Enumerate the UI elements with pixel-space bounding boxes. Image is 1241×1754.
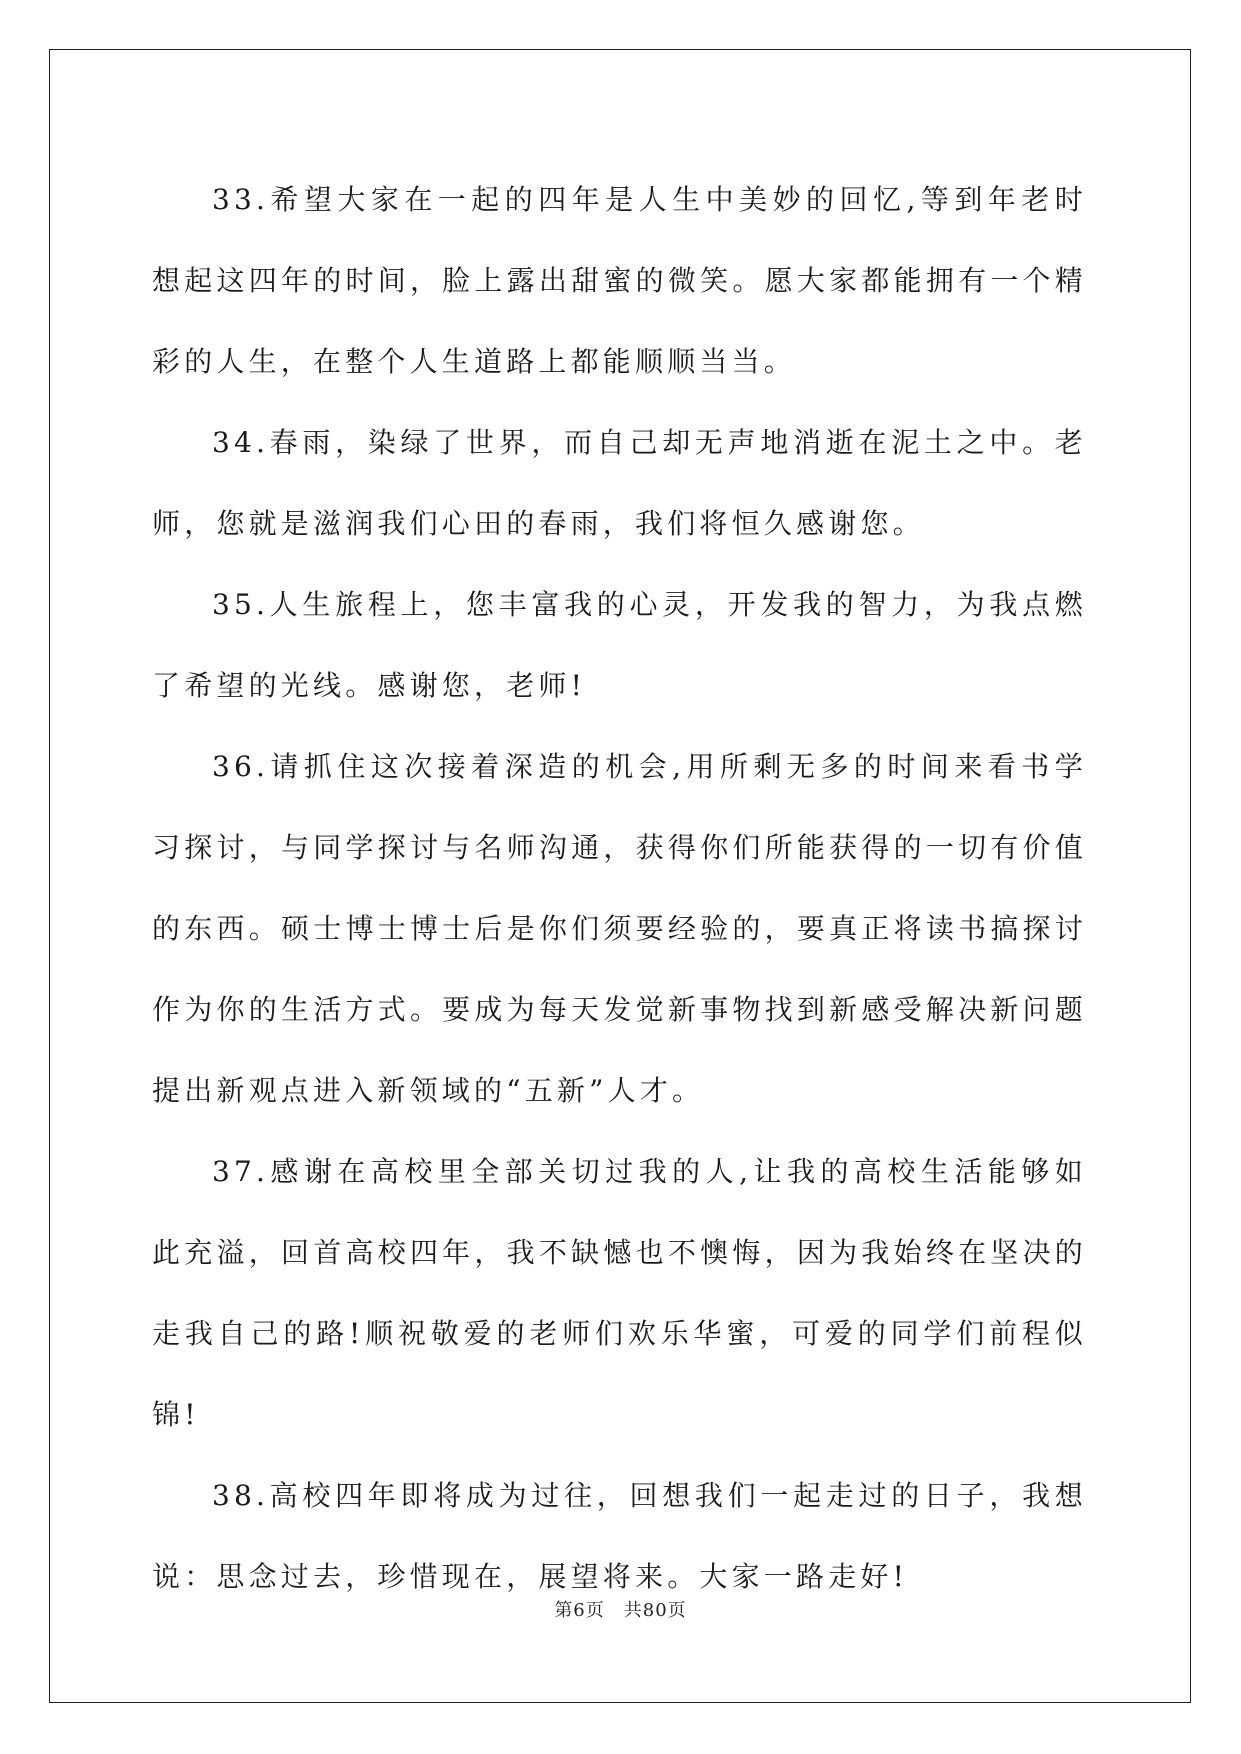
paragraph-35: 35.人生旅程上，您丰富我的心灵，开发我的智力，为我点燃了希望的光线。感谢您，老师! [152,588,1087,702]
paragraph-37: 37.感谢在高校里全部关切过我的人,让我的高校生活能够如此充溢，回首高校四年，我不缺憾也不懊悔，因为我始终在坚决的走我自己的路!顺祝敬爱的老师们欢乐华蜜，可爱的同学们前程似锦! [152,1155,1087,1431]
paragraph-38: 38.高校四年即将成为过往，回想我们一起走过的日子，我想说：思念过去，珍惜现在，展望将来。大家一路走好! [152,1479,1087,1593]
paragraph-33: 33.希望大家在一起的四年是人生中美妙的回忆,等到年老时想起这四年的时间，脸上露出甜蜜的微笑。愿大家都能拥有一个精彩的人生，在整个人生道路上都能顺顺当当。 [152,183,1087,378]
document-body [152,159,1087,1617]
paragraph-34: 34.春雨，染绿了世界，而自己却无声地消逝在泥土之中。老师，您就是滋润我们心田的春雨，我们将恒久感谢您。 [152,426,1087,540]
page-number-footer: 第6页 共80页 [554,1600,687,1621]
paragraph-36: 36.请抓住这次接着深造的机会,用所剩无多的时间来看书学习探讨，与同学探讨与名师沟通，获得你们所能获得的一切有价值的东西。硕士博士博士后是你们须要经验的，要真正将读书搞探讨作为你的生活方式。要成为每天发觉新事物找到新感受解决新问题提出新观点进入新领域的“五新”人才。 [152,750,1087,1107]
